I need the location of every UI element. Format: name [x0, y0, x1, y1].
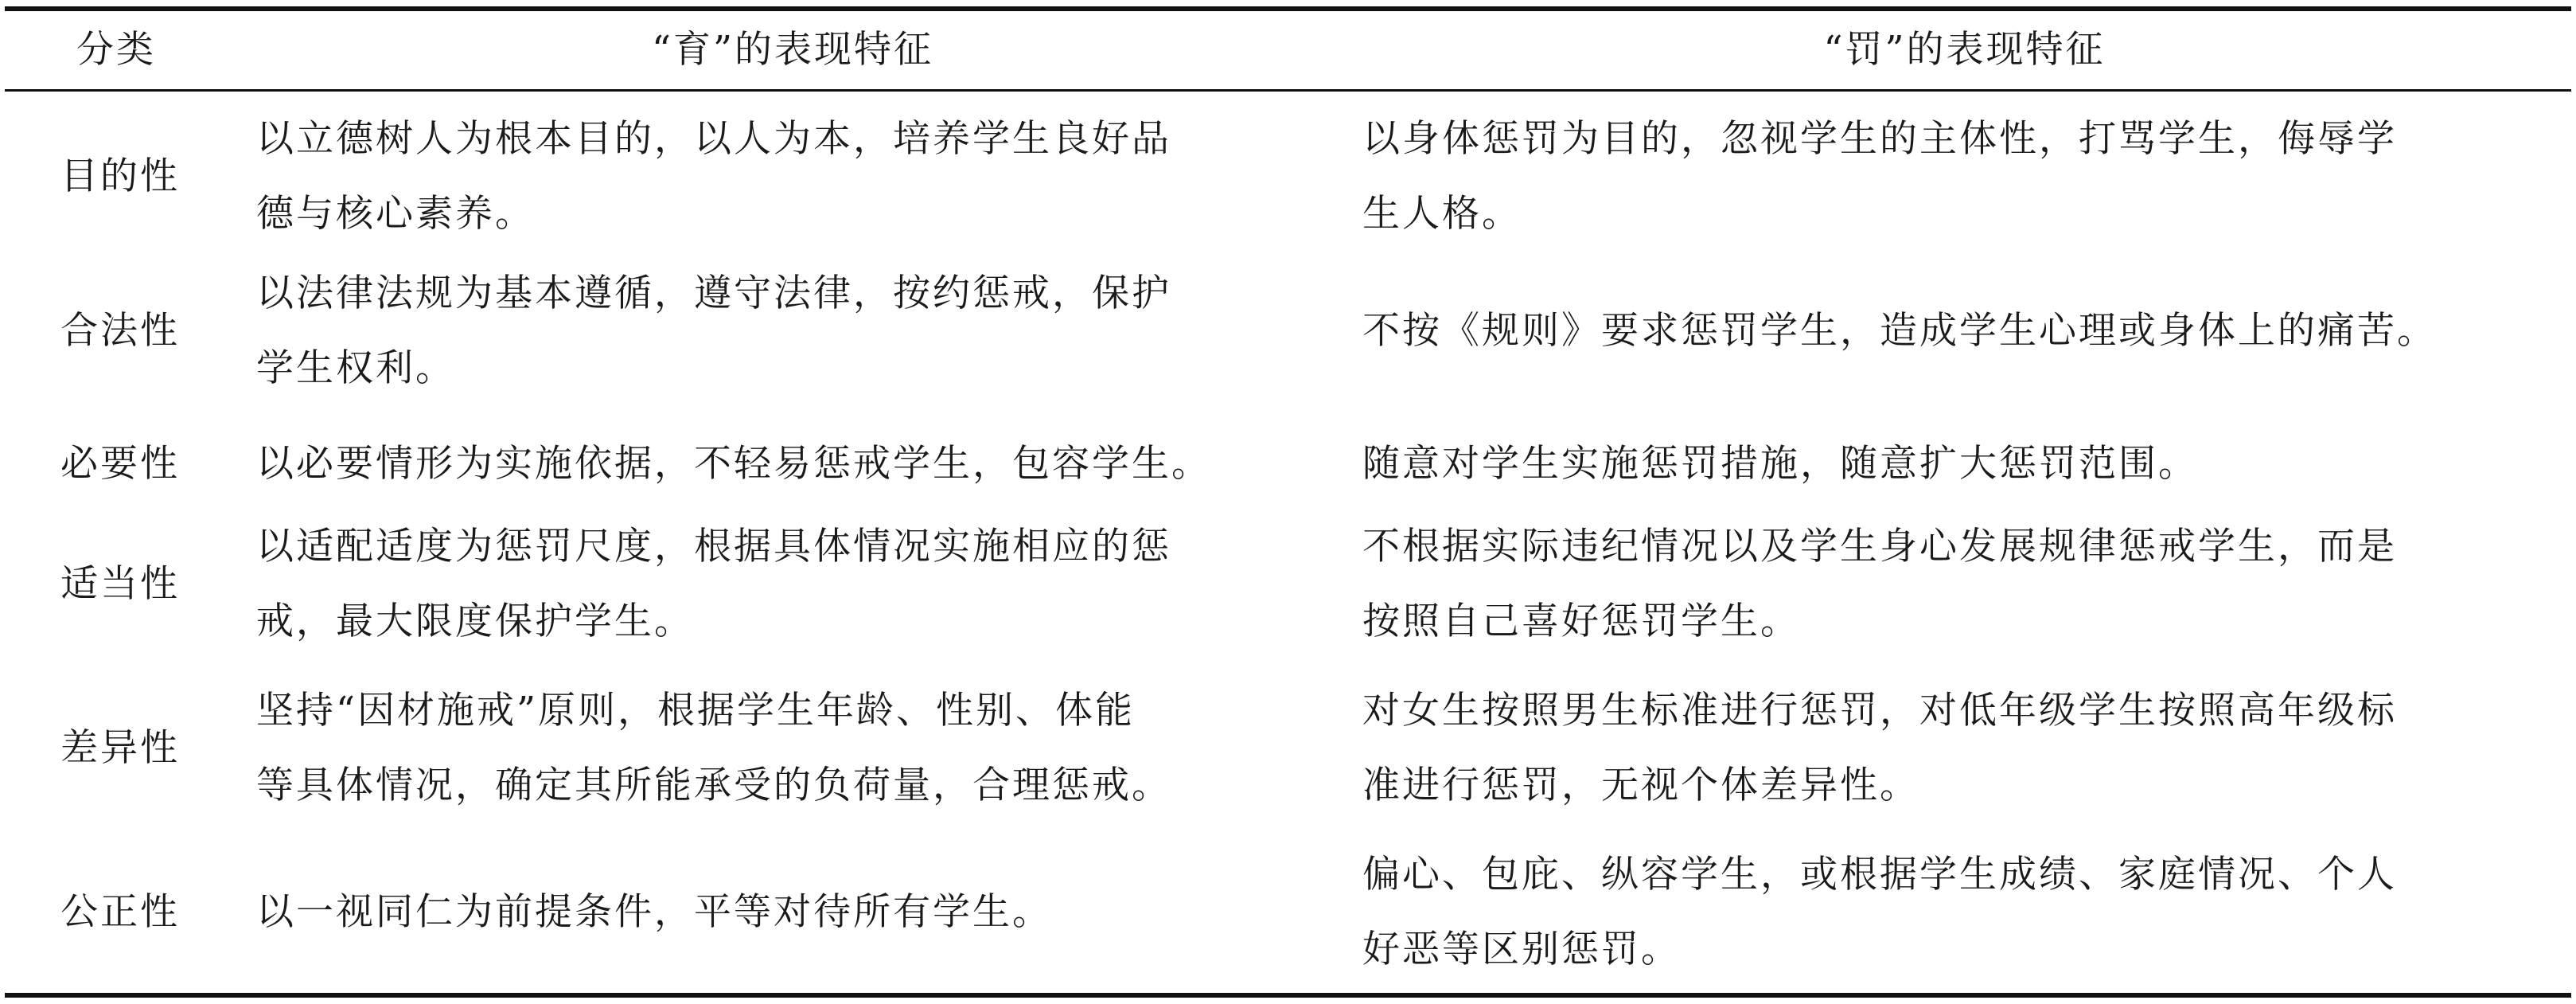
row-fa-cell	[1362, 674, 2568, 823]
row-fa-cell	[1362, 510, 2568, 659]
cell-line: 德与核心素养。	[256, 192, 535, 236]
cell-line: 随意对学生实施惩罚措施，随意扩大惩罚范围。	[1362, 442, 2198, 486]
row-category: 差异性	[60, 726, 180, 770]
cell-line: 等具体情况，确定其所能承受的负荷量，合理惩戒。	[256, 764, 1171, 807]
cell-line: 不根据实际违纪情况以及学生身心发展规律惩戒学生，而是	[1362, 525, 2397, 568]
cell-line: 按照自己喜好惩罚学生。	[1362, 600, 1800, 643]
row-category: 适当性	[60, 562, 180, 606]
row-yu-cell	[256, 427, 1354, 502]
row-yu-cell	[256, 102, 1354, 252]
cell-line: 偏心、包庇、纵容学生，或根据学生成绩、家庭情况、个人	[1362, 853, 2397, 897]
cell-line: 以一视同仁为前提条件，平等对待所有学生。	[256, 890, 1052, 934]
cell-line: 对女生按照男生标准进行惩罚，对低年级学生按照高年级标	[1362, 689, 2397, 732]
row-yu-cell	[256, 838, 1354, 987]
comparison-table	[5, 0, 2571, 1004]
row-yu-cell	[256, 674, 1354, 823]
row-category: 公正性	[60, 890, 180, 934]
row-yu-cell	[256, 256, 1354, 406]
row-fa-cell	[1362, 427, 2568, 502]
row-yu-cell	[256, 510, 1354, 659]
table-header-rule	[5, 89, 2571, 92]
cell-line: 以适配适度为惩罚尺度，根据具体情况实施相应的惩	[256, 525, 1171, 568]
cell-line: 学生权利。	[256, 346, 455, 390]
cell-line: 准进行惩罚，无视个体差异性。	[1362, 764, 1919, 807]
cell-line: 好恶等区别惩罚。	[1362, 928, 1681, 971]
row-category: 目的性	[60, 154, 180, 198]
cell-line: 以必要情形为实施依据，不轻易惩戒学生，包容学生。	[256, 442, 1211, 486]
table-bottom-rule	[5, 993, 2571, 998]
cell-line: 戒，最大限度保护学生。	[256, 600, 694, 643]
row-fa-cell	[1362, 256, 2568, 406]
cell-line: 坚持“因材施戒”原则，根据学生年龄、性别、体能	[256, 689, 1136, 732]
header-fa-features: “罚”的表现特征	[1823, 28, 2106, 72]
cell-line: 以身体惩罚为目的，忽视学生的主体性，打骂学生，侮辱学	[1362, 117, 2397, 161]
cell-line: 生人格。	[1362, 192, 1522, 236]
cell-line: 不按《规则》要求惩罚学生，造成学生心理或身体上的痛苦。	[1362, 309, 2437, 353]
cell-line: 以立德树人为根本目的，以人为本，培养学生良好品	[256, 117, 1171, 161]
cell-line: 以法律法规为基本遵循，遵守法律，按约惩戒，保护	[256, 272, 1171, 315]
row-category: 必要性	[60, 442, 180, 486]
row-fa-cell	[1362, 102, 2568, 252]
row-fa-cell	[1362, 838, 2568, 987]
row-category: 合法性	[60, 309, 180, 353]
header-yu-features: “育”的表现特征	[651, 28, 934, 72]
header-category: 分类	[76, 28, 156, 72]
